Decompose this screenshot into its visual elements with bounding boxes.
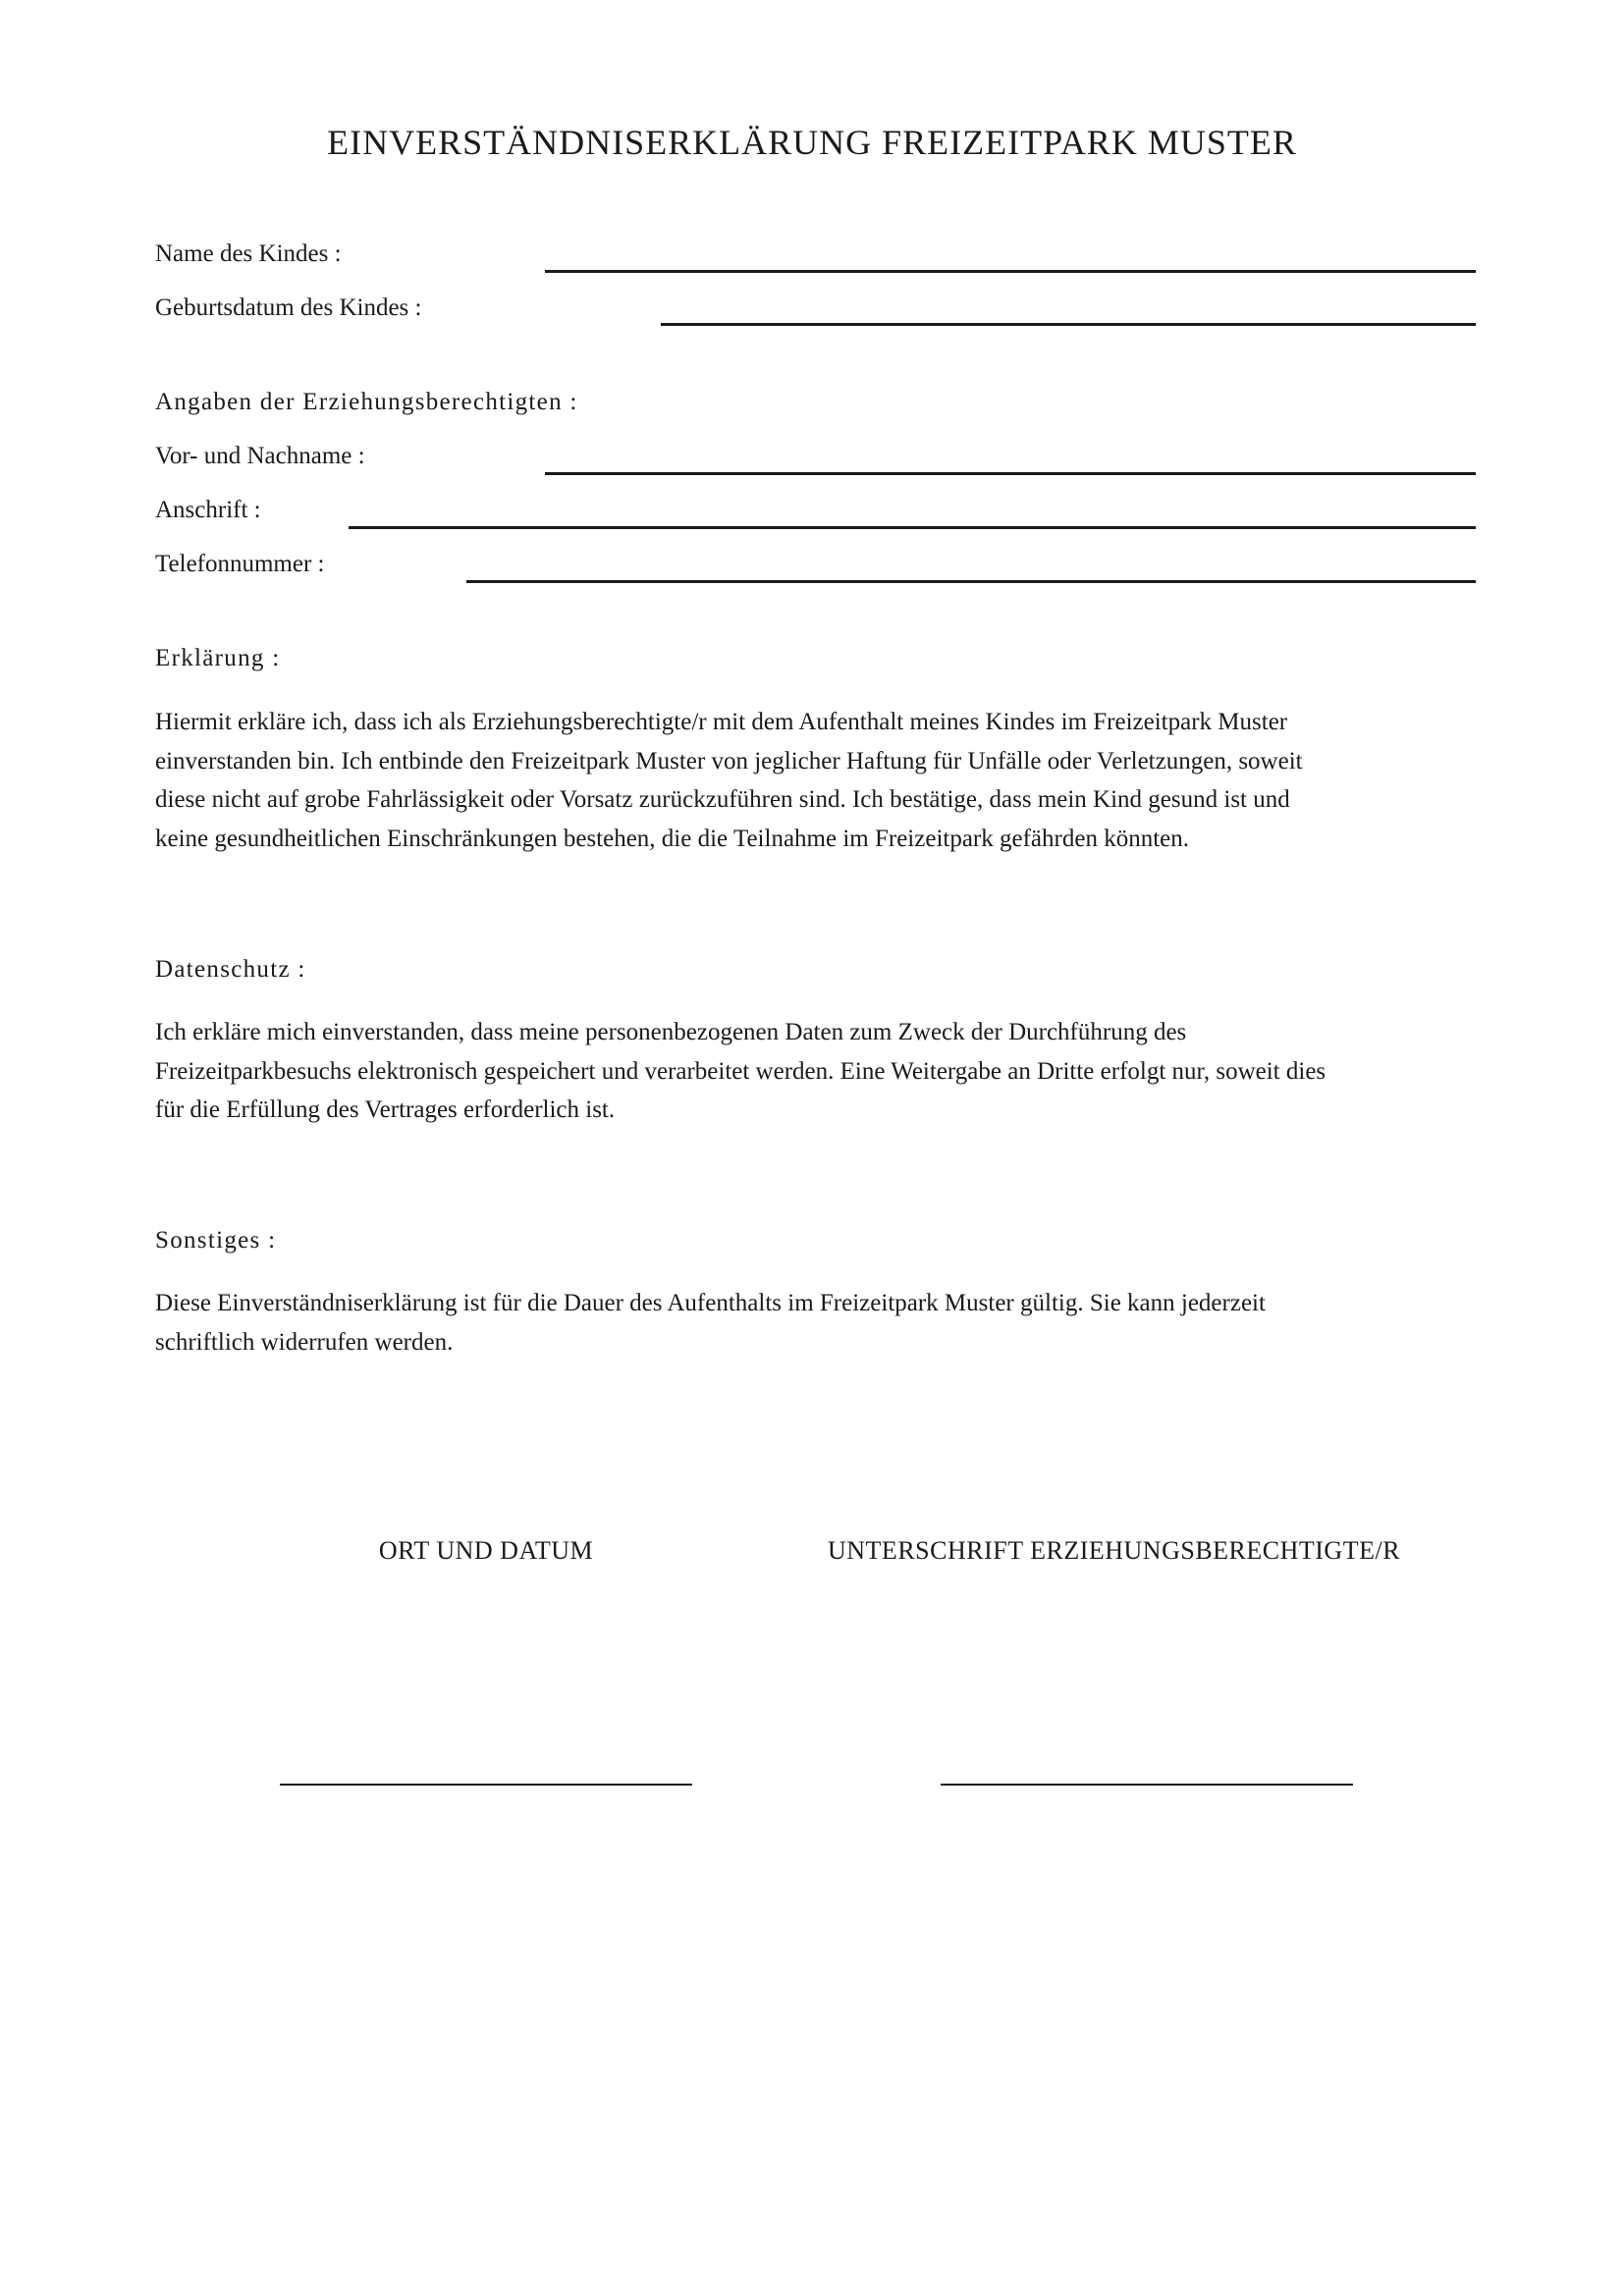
place-date-signature-line[interactable] xyxy=(280,1784,692,1786)
misc-line: Diese Einverständniserklärung ist für die Dauer des Aufenthalts im Freizeitpark Muster gültig. Sie kann jederzeit xyxy=(155,1290,1266,1316)
declaration-line: diese nicht auf grobe Fahrlässigkeit oder Vorsatz zurückzuführen sind. Ich bestätige, dass mein Kind gesund ist und xyxy=(155,786,1290,813)
guardian-phone-field[interactable] xyxy=(466,580,1476,583)
guardian-address-label: Anschrift : xyxy=(155,497,261,523)
guardian-phone-label: Telefonnummer : xyxy=(155,551,325,577)
misc-paragraph xyxy=(155,1284,1483,1362)
privacy-line: für die Erfüllung des Vertrages erforderlich ist. xyxy=(155,1096,616,1123)
privacy-heading: Datenschutz : xyxy=(155,956,306,983)
declaration-line: einverstanden bin. Ich entbinde den Freizeitpark Muster von jeglicher Haftung für Unfälle oder Verletzungen, soweit xyxy=(155,747,1303,774)
misc-heading: Sonstiges : xyxy=(155,1227,277,1254)
guardian-signature-line[interactable] xyxy=(941,1784,1353,1786)
document-title: EINVERSTÄNDNISERKLÄRUNG FREIZEITPARK MUSTER xyxy=(327,123,1297,162)
declaration-paragraph xyxy=(155,703,1483,858)
declaration-heading: Erklärung : xyxy=(155,645,281,671)
guardian-signature-caption: UNTERSCHRIFT ERZIEHUNGSBERECHTIGTE/R xyxy=(828,1536,1401,1565)
declaration-line: keine gesundheitlichen Einschränkungen bestehen, die die Teilnahme im Freizeitpark gefährden könnten. xyxy=(155,825,1189,852)
child-name-label: Name des Kindes : xyxy=(155,240,342,267)
misc-line: schriftlich widerrufen werden. xyxy=(155,1328,454,1356)
place-date-caption: ORT UND DATUM xyxy=(378,1536,594,1565)
child-birthdate-field[interactable] xyxy=(661,323,1476,326)
guardian-fullname-label: Vor- und Nachname : xyxy=(155,443,365,469)
privacy-line: Ich erkläre mich einverstanden, dass meine personenbezogenen Daten zum Zweck der Durchführung des xyxy=(155,1019,1187,1045)
guardian-fullname-field[interactable] xyxy=(545,472,1476,475)
declaration-line: Hiermit erkläre ich, dass ich als Erziehungsberechtigte/r mit dem Aufenthalt meines Kindes im Freizeitpark Muster xyxy=(155,709,1288,735)
privacy-paragraph xyxy=(155,1013,1483,1130)
child-birthdate-label: Geburtsdatum des Kindes : xyxy=(155,294,422,321)
guardian-heading: Angaben der Erziehungsberechtigten : xyxy=(155,389,578,415)
child-name-field[interactable] xyxy=(545,270,1476,273)
privacy-line: Freizeitparkbesuchs elektronisch gespeichert und verarbeitet werden. Eine Weitergabe an Dritte erfolgt nur, soweit dies xyxy=(155,1057,1326,1085)
guardian-address-field[interactable] xyxy=(349,526,1476,529)
